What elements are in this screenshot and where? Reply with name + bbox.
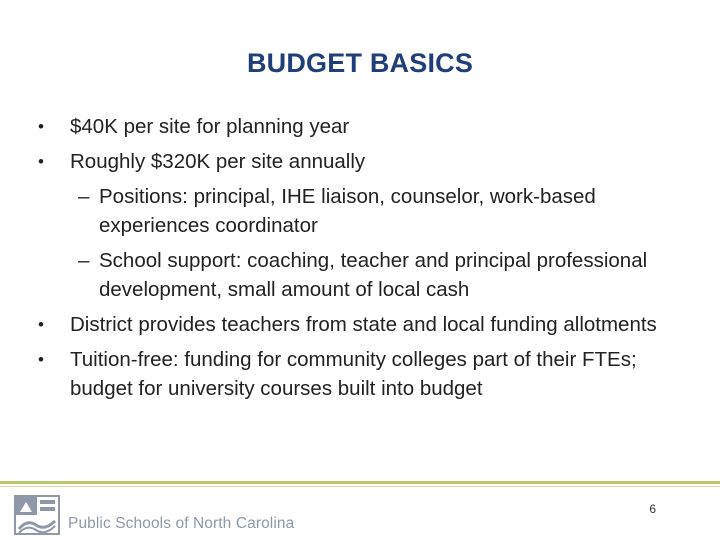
page-number: 6 [649,502,656,516]
sub-bullet-text: School support: coaching, teacher and principal professional development, small amount of local cash [99,249,648,301]
bullet-text: Tuition-free: funding for community colleges part of their FTEs; budget for university courses built into budget [70,348,637,400]
footer-divider [0,481,720,484]
footer-divider-thin [0,486,720,487]
bullet-dot: • [38,315,44,334]
bullet-dot: • [38,350,44,369]
bullet-dot: • [38,152,44,171]
bullet-text: $40K per site for planning year [70,115,350,138]
sub-bullet-text: Positions: principal, IHE liaison, counselor, work-based experiences coordinator [99,185,596,237]
bullet-list [36,112,686,409]
bullet-dot: • [38,117,44,136]
nc-schools-logo-icon [12,493,62,537]
slide-title: BUDGET BASICS [246,48,474,78]
sub-bullet-item [36,246,686,304]
bullet-text: District provides teachers from state and local funding allotments [70,313,657,336]
sub-bullet-dash: – [78,185,90,208]
bullet-item [36,345,686,403]
bullet-text: Roughly $320K per site annually [70,150,366,173]
bullet-item [36,147,686,176]
bullet-item [36,310,686,339]
sub-bullet-dash: – [78,249,90,272]
footer-logo-text: Public Schools of North Carolina [68,515,295,532]
bullet-item [36,112,686,141]
sub-bullet-item [36,182,686,240]
